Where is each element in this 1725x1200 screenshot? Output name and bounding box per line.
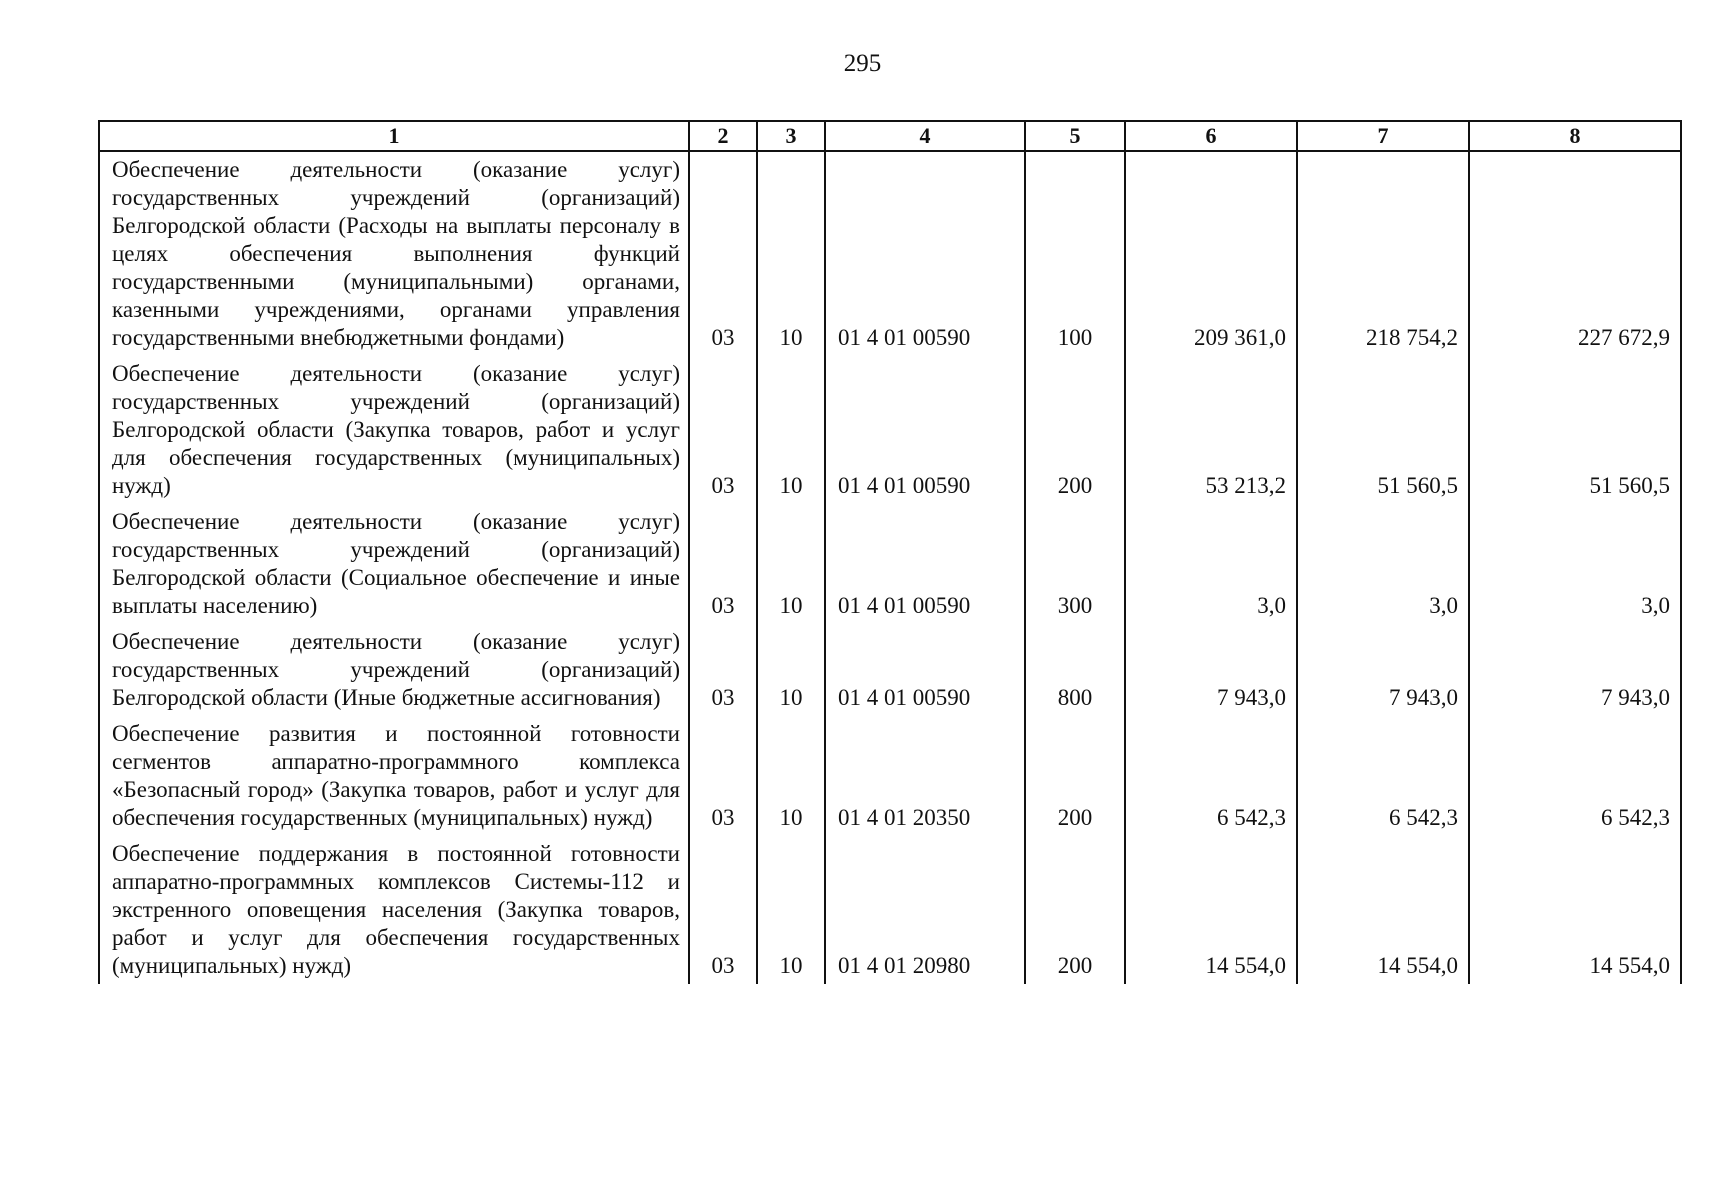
row-subsection: 10 — [757, 836, 825, 984]
row-section: 03 — [689, 151, 757, 356]
table-row — [99, 836, 1681, 984]
row-expense-type: 300 — [1025, 504, 1125, 624]
table-row — [99, 624, 1681, 716]
row-expense-type: 200 — [1025, 356, 1125, 504]
table-row — [99, 151, 1681, 356]
row-expense-type: 100 — [1025, 151, 1125, 356]
row-description: Обеспечение деятельности (оказание услуг) государственных учреждений (организаций) Белгородской области (Социальное обеспечение и иные выплаты населению) — [99, 504, 689, 624]
table-row — [99, 356, 1681, 504]
row-amount-col6: 14 554,0 — [1125, 836, 1297, 984]
row-target-code: 01 4 01 20980 — [825, 836, 1025, 984]
row-amount-col8: 227 672,9 — [1469, 151, 1681, 356]
row-target-code: 01 4 01 20350 — [825, 716, 1025, 836]
row-amount-col8: 6 542,3 — [1469, 716, 1681, 836]
row-description: Обеспечение развития и постоянной готовности сегментов аппаратно-программного комплекса «Безопасный город» (Закупка товаров, работ и услуг для обеспечения государственных (муниципальных) нужд) — [99, 716, 689, 836]
row-amount-col7: 14 554,0 — [1297, 836, 1469, 984]
row-expense-type: 200 — [1025, 836, 1125, 984]
header-col-8: 8 — [1469, 121, 1681, 151]
row-amount-col7: 6 542,3 — [1297, 716, 1469, 836]
header-col-5: 5 — [1025, 121, 1125, 151]
row-section: 03 — [689, 836, 757, 984]
table-row — [99, 504, 1681, 624]
header-col-2: 2 — [689, 121, 757, 151]
row-amount-col7: 7 943,0 — [1297, 624, 1469, 716]
row-amount-col8: 7 943,0 — [1469, 624, 1681, 716]
row-description: Обеспечение деятельности (оказание услуг) государственных учреждений (организаций) Белгородской области (Закупка товаров, работ и услуг для обеспечения государственных (муниципальных) нужд) — [99, 356, 689, 504]
header-col-3: 3 — [757, 121, 825, 151]
header-col-7: 7 — [1297, 121, 1469, 151]
row-amount-col7: 218 754,2 — [1297, 151, 1469, 356]
row-amount-col6: 209 361,0 — [1125, 151, 1297, 356]
row-amount-col7: 3,0 — [1297, 504, 1469, 624]
row-amount-col6: 7 943,0 — [1125, 624, 1297, 716]
page-number: 295 — [843, 50, 882, 77]
row-target-code: 01 4 01 00590 — [825, 356, 1025, 504]
row-section: 03 — [689, 624, 757, 716]
row-subsection: 10 — [757, 624, 825, 716]
header-col-6: 6 — [1125, 121, 1297, 151]
row-subsection: 10 — [757, 716, 825, 836]
table-row — [99, 716, 1681, 836]
budget-table — [98, 120, 1682, 984]
row-subsection: 10 — [757, 151, 825, 356]
header-col-1: 1 — [99, 121, 689, 151]
row-amount-col8: 14 554,0 — [1469, 836, 1681, 984]
row-section: 03 — [689, 504, 757, 624]
row-section: 03 — [689, 356, 757, 504]
row-target-code: 01 4 01 00590 — [825, 504, 1025, 624]
row-amount-col7: 51 560,5 — [1297, 356, 1469, 504]
row-subsection: 10 — [757, 504, 825, 624]
header-row — [99, 121, 1681, 151]
row-target-code: 01 4 01 00590 — [825, 151, 1025, 356]
row-amount-col8: 51 560,5 — [1469, 356, 1681, 504]
row-description: Обеспечение деятельности (оказание услуг) государственных учреждений (организаций) Белгородской области (Иные бюджетные ассигнования) — [99, 624, 689, 716]
header-col-4: 4 — [825, 121, 1025, 151]
row-subsection: 10 — [757, 356, 825, 504]
row-amount-col6: 53 213,2 — [1125, 356, 1297, 504]
row-section: 03 — [689, 716, 757, 836]
row-description: Обеспечение деятельности (оказание услуг) государственных учреждений (организаций) Белгородской области (Расходы на выплаты персоналу в целях обеспечения выполнения функций государственными (муниципальными) органами, казенными учреждениями, органами управления государственными внебюджетными фондами) — [99, 151, 689, 356]
row-description: Обеспечение поддержания в постоянной готовности аппаратно-программных комплексов Системы-112 и экстренного оповещения населения (Закупка товаров, работ и услуг для обеспечения государственных (муниципальных) нужд) — [99, 836, 689, 984]
row-amount-col6: 3,0 — [1125, 504, 1297, 624]
row-expense-type: 800 — [1025, 624, 1125, 716]
row-target-code: 01 4 01 00590 — [825, 624, 1025, 716]
row-amount-col6: 6 542,3 — [1125, 716, 1297, 836]
row-expense-type: 200 — [1025, 716, 1125, 836]
row-amount-col8: 3,0 — [1469, 504, 1681, 624]
